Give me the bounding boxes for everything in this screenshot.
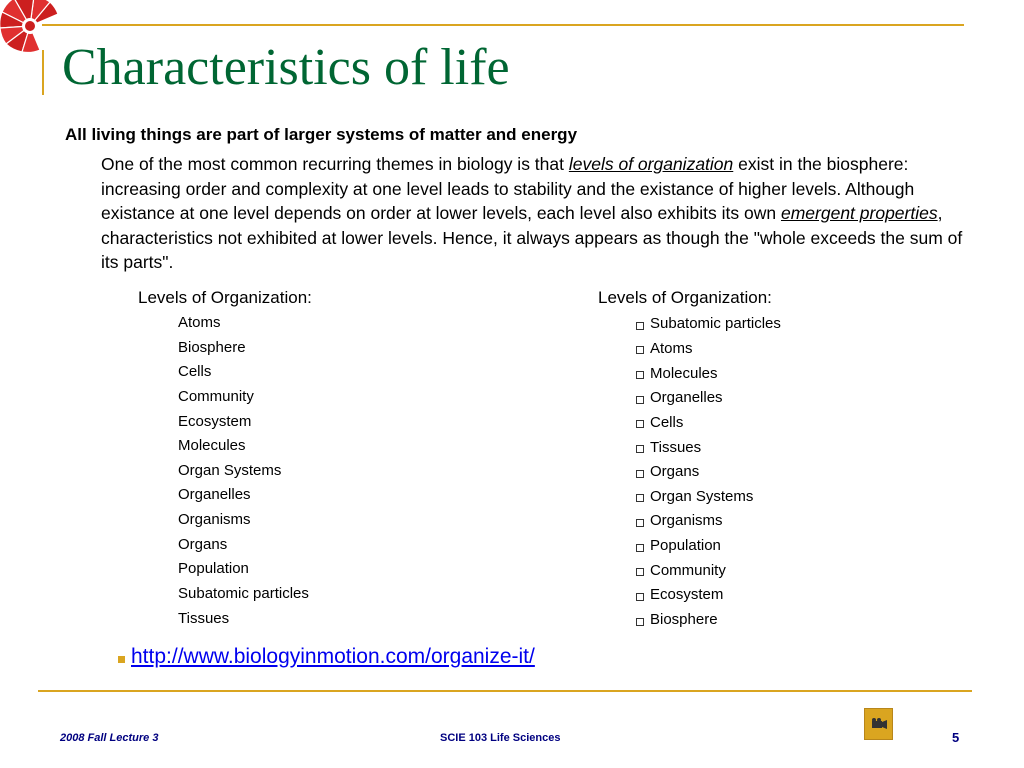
checkbox-bullet-icon xyxy=(636,470,644,478)
right-list-item-label: Biosphere xyxy=(650,611,718,628)
right-column-list xyxy=(636,312,781,632)
checkbox-bullet-icon xyxy=(636,568,644,576)
term-emergent-properties: emergent properties xyxy=(780,203,938,223)
right-list-item xyxy=(636,558,781,583)
checkbox-bullet-icon xyxy=(636,618,644,626)
body-paragraph xyxy=(101,152,981,275)
term-levels-of-organization: levels of organization xyxy=(568,154,734,174)
right-list-item-label: Organisms xyxy=(650,512,723,530)
right-list-item xyxy=(636,411,781,436)
right-list-item xyxy=(636,361,781,386)
title-accent-bar xyxy=(42,50,44,95)
right-list-item-label: Organ Systems xyxy=(650,487,754,505)
checkbox-bullet-icon xyxy=(636,396,644,404)
right-list-item-label: Cells xyxy=(650,413,684,431)
left-column-heading: Levels of Organization: xyxy=(138,288,312,307)
right-list-item-label: Population xyxy=(650,537,721,555)
left-list-item: Organisms xyxy=(178,511,251,529)
paragraph-text-1: One of the most common recurring themes in biology is that xyxy=(101,154,569,174)
right-list-item xyxy=(636,460,781,485)
left-column-list xyxy=(178,312,309,632)
left-list-item: Population xyxy=(178,560,249,578)
checkbox-bullet-icon xyxy=(636,445,644,453)
right-list-item xyxy=(636,583,781,608)
right-list-item xyxy=(636,386,781,411)
left-list-item: Community xyxy=(178,387,254,405)
checkbox-bullet-icon xyxy=(636,346,644,354)
footer-lecture-label: 2008 Fall Lecture 3 xyxy=(60,732,159,744)
right-list-item-label: Organs xyxy=(650,463,700,481)
right-list-item-label: Ecosystem xyxy=(650,586,724,604)
right-list-item xyxy=(636,312,781,337)
checkbox-bullet-icon xyxy=(636,322,644,330)
right-list-item xyxy=(636,534,781,559)
biology-in-motion-link[interactable]: http://www.biologyinmotion.com/organize-it/ xyxy=(131,645,535,668)
right-list-item xyxy=(636,608,781,633)
right-list-item-label: Molecules xyxy=(650,364,718,382)
left-list-item: Ecosystem xyxy=(178,412,252,430)
checkbox-bullet-icon xyxy=(636,519,644,527)
left-list-item: Cells xyxy=(178,363,212,381)
left-list-item: Organ Systems xyxy=(178,461,282,479)
right-list-item xyxy=(636,509,781,534)
checkbox-bullet-icon xyxy=(636,544,644,552)
left-list-item: Molecules xyxy=(178,437,246,455)
slide-title: Characteristics of life xyxy=(62,39,510,96)
left-list-item: Atoms xyxy=(178,314,221,331)
right-list-item-label: Community xyxy=(650,561,726,579)
movie-camera-icon[interactable] xyxy=(864,708,893,740)
paragraph-text-2: exist in the biosphere: increasing order and complexity at one level leads to stability and the existance of higher levels. Although existance at one level depends on order at lower levels, each level also exhibits its own xyxy=(101,154,915,223)
page-number: 5 xyxy=(952,730,960,745)
square-bullet-icon xyxy=(118,656,125,663)
movie-camera-glyph xyxy=(865,709,892,739)
right-list-item xyxy=(636,484,781,509)
footer-course-label: SCIE 103 Life Sciences xyxy=(440,732,561,744)
left-list-item: Organs xyxy=(178,535,228,553)
left-list-item: Organelles xyxy=(178,486,251,504)
left-list-item: Tissues xyxy=(178,609,230,627)
checkbox-bullet-icon xyxy=(636,494,644,502)
bottom-divider xyxy=(38,690,972,692)
slide-subtitle: All living things are part of larger systems of matter and energy xyxy=(65,125,578,144)
right-column-heading: Levels of Organization: xyxy=(598,288,772,307)
checkbox-bullet-icon xyxy=(636,593,644,601)
paragraph-text-3: , characteristics not exhibited at lower levels. Hence, it always appears as though the "whole exceeds the sum of its parts". xyxy=(101,203,963,272)
right-list-item-label: Organelles xyxy=(650,389,723,407)
right-list-item xyxy=(636,435,781,460)
left-list-item: Subatomic particles xyxy=(178,585,309,603)
link-row xyxy=(118,644,535,670)
right-list-item-label: Subatomic particles xyxy=(650,315,781,333)
university-logo-icon xyxy=(0,0,58,52)
checkbox-bullet-icon xyxy=(636,420,644,428)
left-list-item: Biosphere xyxy=(178,338,246,356)
checkbox-bullet-icon xyxy=(636,371,644,379)
right-list-item-label: Tissues xyxy=(650,438,702,456)
top-divider xyxy=(42,24,964,26)
right-list-item-label: Atoms xyxy=(650,339,693,357)
right-list-item xyxy=(636,337,781,362)
